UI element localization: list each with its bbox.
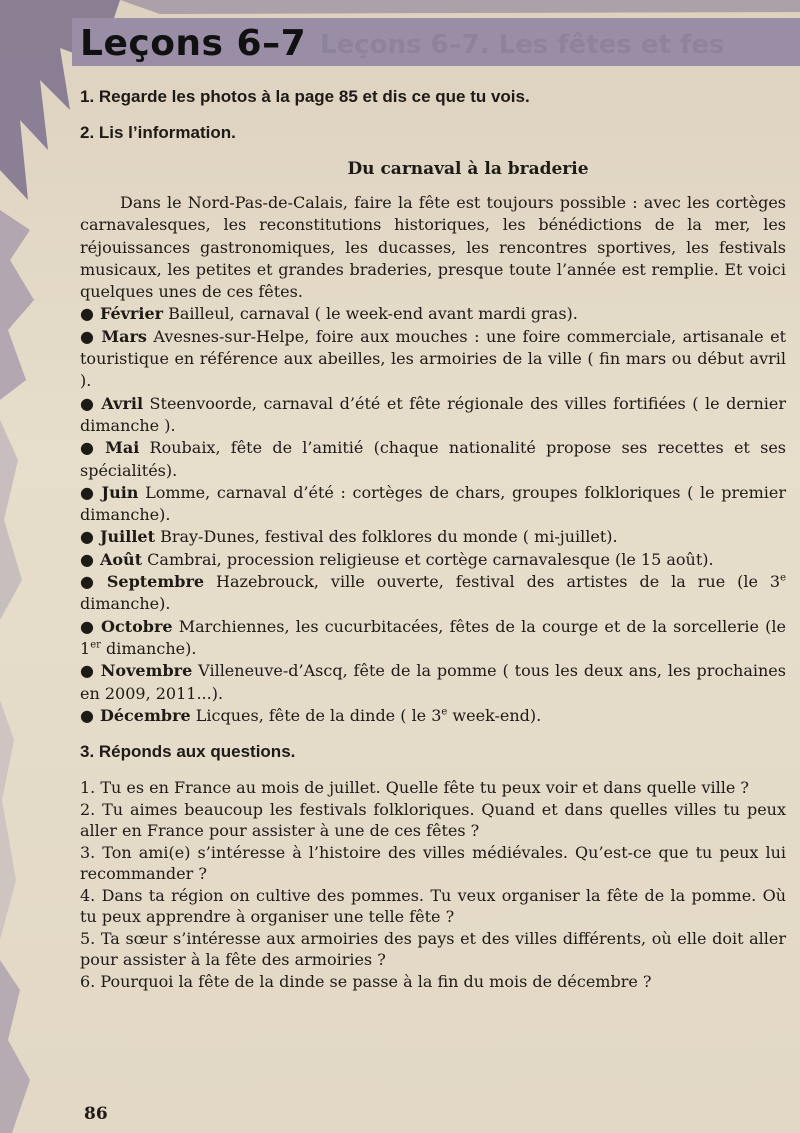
questions-list [80,777,786,992]
event-item: ● Novembre Villeneuve-d’Ascq, fête de la pomme ( tous les deux ans, les prochaines en 2009, 2011...). [80,661,786,703]
page-content [80,86,786,992]
event-item: ● Septembre Hazebrouck, ville ouverte, festival des artistes de la rue (le 3e dimanche). [80,572,786,614]
bullet-icon: ● [80,616,96,636]
question-item: 3. Ton ami(e) s’intéresse à l’histoire des villes médiévales. Qu’est-ce que tu peux lui recommander ? [80,842,786,884]
task-3: 3. Réponds aux questions. [80,742,296,762]
question-item: 2. Tu aimes beaucoup les festivals folkloriques. Quand et dans quelles villes tu peux aller en France pour assister à une de ces fêtes ? [80,799,786,841]
event-item: ● Octobre Marchiennes, les cucurbitacées, fêtes de la courge et de la sorcellerie (le 1er dimanche). [80,616,786,658]
bullet-icon: ● [80,326,96,346]
task-1: 1. Regarde les photos à la page 85 et dis ce que tu vois. [80,87,530,106]
bullet-icon: ● [80,661,95,681]
event-item: ● Mai Roubaix, fête de l’amitié (chaque nationalité propose ses recettes et ses spécialités). [80,438,787,480]
event-item: ● Juillet Bray-Dunes, festival des folklores du monde ( mi-juillet). [80,527,618,547]
question-item: 4. Dans ta région on cultive des pommes. Tu veux organiser la fête de la pomme. Où tu peux apprendre à organiser une telle fête ? [80,885,786,927]
bullet-icon: ● [80,549,94,569]
article-title: Du carnaval à la braderie [347,159,589,179]
bullet-icon: ● [80,572,101,592]
bullet-icon: ● [80,527,94,547]
event-item: ● Décembre Licques, fête de la dinde ( le 3e week-end). [80,705,542,725]
bullet-icon: ● [80,705,94,725]
question-item: 1. Tu es en France au mois de juillet. Quelle fête tu peux voir et dans quelle ville ? [80,778,749,798]
event-item: ● Août Cambrai, procession religieuse et cortège carnavalesque (le 15 août). [80,549,714,569]
bullet-icon: ● [80,393,96,413]
event-item: ● Avril Steenvoorde, carnaval d’été et fête régionale des villes fortifiées ( le dernier dimanche ). [80,393,786,435]
bullet-icon: ● [80,438,100,458]
lesson-title: Leçons 6–7 [80,23,307,64]
bullet-icon: ● [80,304,94,324]
event-item: ● Juin Lomme, carnaval d’été : cortèges de chars, groupes folkloriques ( le premier dimanche). [80,482,786,525]
question-item: 6. Pourquoi la fête de la dinde se passe à la fin du mois de décembre ? [80,971,652,991]
event-item: ● Mars Avesnes-sur-Helpe, foire aux mouches : une foire commerciale, artisanale et touristique en référence aux abeilles, les armoiries de la ville ( fin mars ou début avril ). [80,326,787,391]
event-item: ● Février Bailleul, carnaval ( le week-end avant mardi gras). [80,304,578,324]
bullet-icon: ● [80,482,96,502]
task-2: 2. Lis l’information. [80,123,236,142]
article-intro: Dans le Nord-Pas-de-Calais, faire la fête est toujours possible : avec les cortèges carnavalesques, les reconstitutions historiques, les bénédictions de la mer, les réjouissances gastronomiques, les ducasses, les rencontres sportives, les festivals musicaux, les petites et grandes braderies, presque toute l’année est remplie. Et voici quelques unes de ces fêtes. [80,193,786,302]
question-item: 5. Ta sœur s’intéresse aux armoiries des pays et des villes différents, où elle doit aller pour assister à la fête des armoiries ? [80,928,786,970]
page-number: 86 [84,1104,108,1124]
ghost-title-reverse: Leçons 6–7. Les fêtes et fes [320,30,725,60]
events-list [80,303,786,727]
